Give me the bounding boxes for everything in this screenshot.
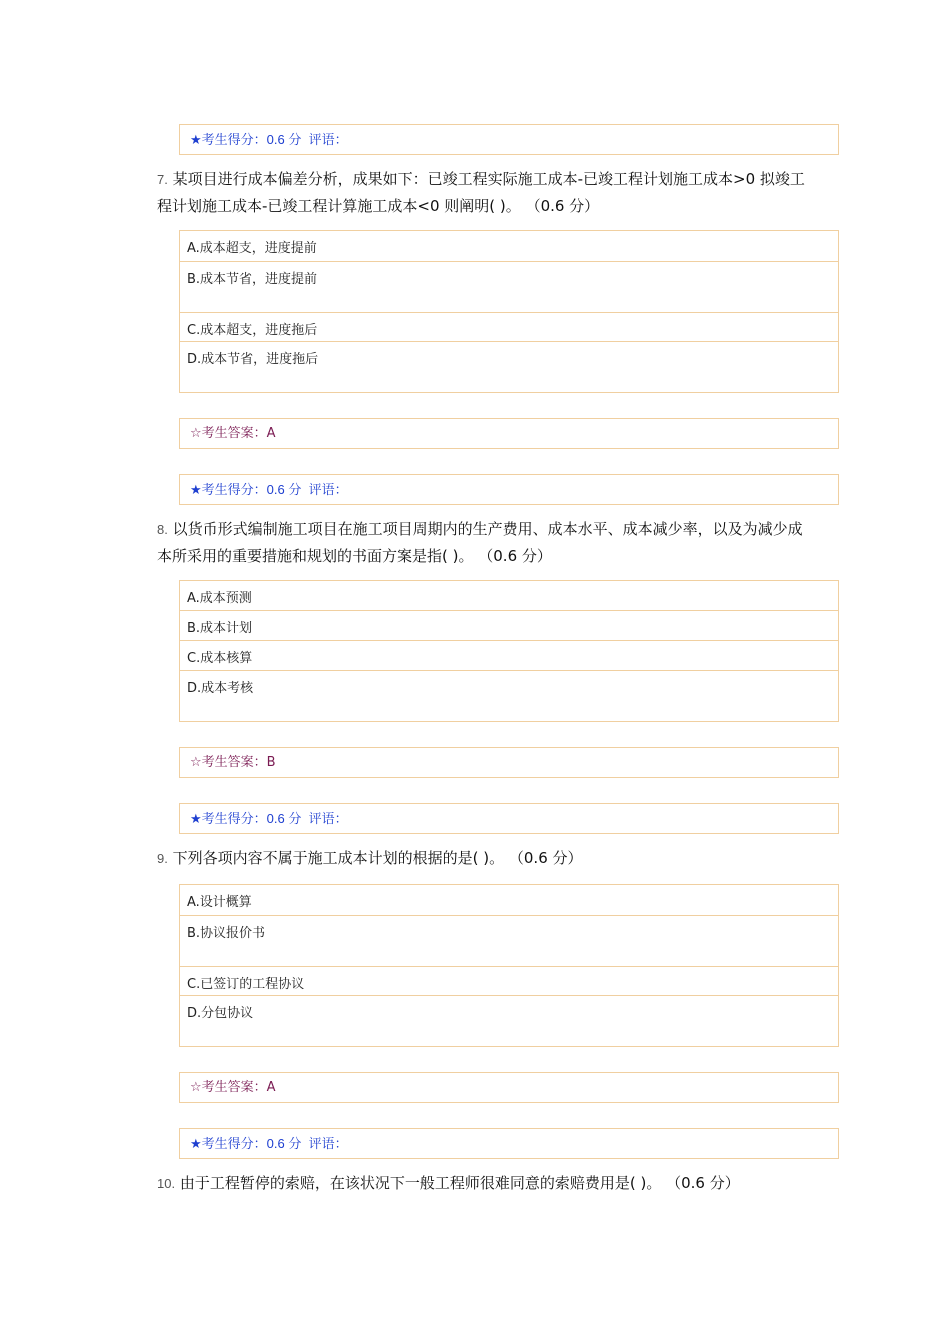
score-box-q6 [179,124,839,155]
answer-box-q9: ☆考生答案：A [179,1072,839,1103]
score-value: 0.6 分 [266,811,302,826]
question-text: 某项目进行成本偏差分析，成果如下：已竣工程实际施工成本-已竣工程计划施工成本>0 拟竣工程计划施工成本-已竣工程计算施工成本<0 则阐明( )。 [157,170,805,215]
question-text: 由于工程暂停的索赔，在该状况下一般工程师很难同意的索赔费用是( )。 [179,1174,662,1192]
option-b[interactable]: B.协议报价书 [180,916,838,967]
comment-label: 评语： [308,1137,348,1152]
question-10 [157,1170,807,1197]
option-b[interactable]: B.成本节省，进度提前 [180,262,838,313]
question-7 [157,166,807,219]
question-9 [157,845,807,872]
options-box-q7 [179,230,839,393]
question-number: 10. [157,1176,176,1191]
option-c[interactable]: C.成本超支，进度拖后 [180,313,838,342]
question-number: 9. [157,851,168,866]
question-text: 下列各项内容不属于施工成本计划的根据的是( )。 [172,849,505,867]
score-value: 0.6 分 [266,1136,302,1151]
comment-label: 评语： [308,812,348,827]
question-number: 8. [157,522,168,537]
option-a[interactable]: A.成本超支，进度提前 [180,231,838,262]
comment-label: 评语： [308,133,348,148]
option-d[interactable]: D.成本考核 [187,681,254,696]
option-b[interactable]: B.成本计划 [180,611,838,641]
score-value: 0.6 分 [266,132,302,147]
option-d[interactable]: D.分包协议 [187,1006,254,1021]
score-box-q7 [179,474,839,505]
score-label: ★考生得分： [190,1137,267,1152]
question-points: （0.6 分） [525,197,600,215]
option-c[interactable]: C.已签订的工程协议 [180,967,838,996]
score-value: 0.6 分 [266,482,302,497]
options-box-q9 [179,884,839,1047]
options-box-q8 [179,580,839,722]
option-a[interactable]: A.成本预测 [180,581,838,611]
question-points: （0.6 分） [478,547,552,565]
option-c[interactable]: C.成本核算 [180,641,838,671]
score-box-q8 [179,803,839,834]
score-box-q9 [179,1128,839,1159]
score-label: ★考生得分： [190,483,267,498]
score-label: ★考生得分： [190,133,267,148]
question-number: 7. [157,172,168,187]
question-8 [157,516,807,569]
question-points: （0.6 分） [666,1174,740,1192]
question-points: （0.6 分） [508,849,583,867]
question-text: 以货币形式编制施工项目在施工项目周期内的生产费用、成本水平、成本减少率，以及为减少成本所采用的重要措施和规划的书面方案是指( )。 [157,520,803,565]
comment-label: 评语： [308,483,348,498]
option-d[interactable]: D.成本节省，进度拖后 [187,352,319,367]
answer-box-q7: ☆考生答案：A [179,418,839,449]
option-a[interactable]: A.设计概算 [180,885,838,916]
answer-box-q8: ☆考生答案：B [179,747,839,778]
score-label: ★考生得分： [190,812,267,827]
